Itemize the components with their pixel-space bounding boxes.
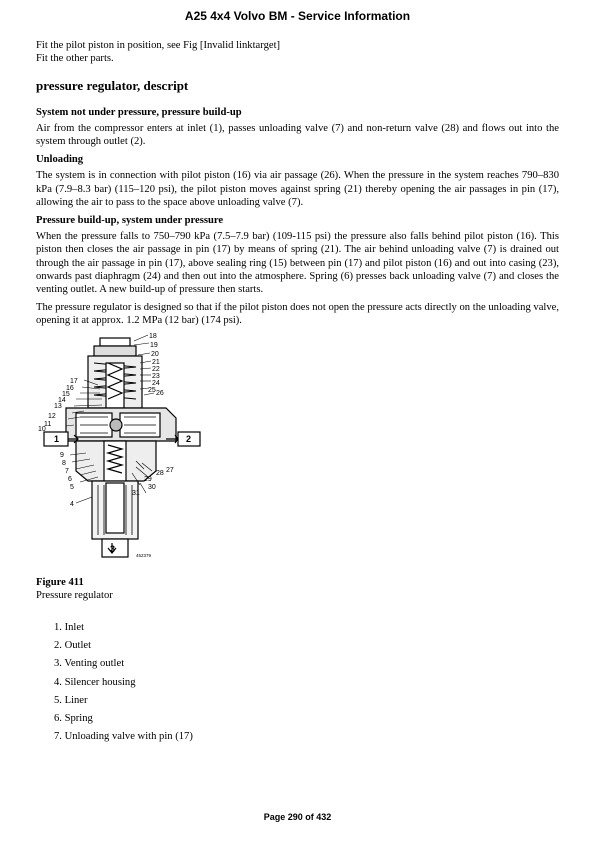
page-header: A25 4x4 Volvo BM - Service Information: [184, 9, 411, 23]
subsection-1-paragraph: Air from the compressor enters at inlet (1), passes unloading valve (7) and non-return valve (28) and flows out into the system through outlet (2).: [36, 122, 559, 148]
list-item: 6. Spring: [54, 713, 93, 725]
subsection-3-paragraph-2: The pressure regulator is designed so that if the pilot piston does not open the pressure acts directly on the unloading valve, opening it at approx. 1.2 MPa (12 bar) (174 psi).: [36, 302, 559, 327]
intro-line-1: Fit the pilot piston in position, see Fig [Invalid linktarget]: [36, 40, 281, 51]
callout-24: 24: [152, 379, 160, 387]
callout-6: 6: [68, 475, 72, 483]
section-title: pressure regulator, descript: [36, 78, 189, 94]
callout-27: 27: [166, 466, 174, 474]
callout-16: 16: [66, 384, 74, 392]
callout-3: 3: [110, 543, 116, 554]
callout-17: 17: [70, 377, 78, 385]
pressure-regulator-figure: [36, 333, 211, 568]
callout-10: 10: [38, 425, 46, 433]
callout-1: 1: [54, 433, 60, 444]
intro-line-2: Fit the other parts.: [36, 53, 114, 65]
callout-11: 11: [44, 420, 52, 428]
callout-20: 20: [151, 350, 159, 358]
figure-code: 452379: [136, 552, 152, 558]
pressure-regulator-drawing: [36, 333, 211, 568]
callout-19: 19: [150, 341, 158, 349]
subsection-2-paragraph: The system is in connection with pilot piston (16) via air passage (26). When the pressure in the system reaches 790–830 kPa (7.9–8.3 bar) (115–120 psi), the pilot piston moves against spring (21) thereby opening the air passages in pin (17), allowing the air to pass to the space above unloading valve (7).: [36, 170, 559, 208]
callout-8: 8: [62, 459, 66, 467]
callout-26: 26: [156, 389, 164, 397]
list-item: 5. Liner: [54, 694, 88, 706]
subsection-heading-1: System not under pressure, pressure build-up: [36, 106, 242, 118]
callout-2: 2: [186, 433, 192, 444]
callout-9: 9: [60, 451, 64, 459]
list-item: 4. Silencer housing: [54, 676, 136, 688]
page-footer: Page 290 of 432: [263, 812, 332, 822]
subsection-3-paragraph-1: When the pressure falls to 750–790 kPa (7.5–7.9 bar) (109-115 psi) the pressure also falls behind pilot piston (16). This piston then closes the air passage in pin (17) by means of spring (21). The air behind unloading valve (7) is drained out through the air passage in pin (17), above sealing ring (15) between pin (17) and pilot piston (16) and out into casing (23), onwards past diaphragm (24) and then out into the atmosphere. Spring (6) presses back unloading valve (7) and closes the venting outlet. A new build-up of pressure then starts.: [36, 231, 559, 296]
figure-number: Figure 411: [36, 576, 84, 588]
callout-22: 22: [152, 365, 160, 373]
callout-21: 21: [152, 358, 160, 366]
callout-30: 30: [148, 483, 156, 491]
callout-12: 12: [48, 412, 56, 420]
figure-caption: Pressure regulator: [36, 589, 113, 601]
list-item: 1. Inlet: [54, 622, 85, 634]
callout-25: 25: [148, 386, 156, 394]
callout-5: 5: [70, 483, 74, 491]
callout-18: 18: [149, 332, 157, 340]
callout-23: 23: [152, 372, 160, 380]
subsection-heading-2: Unloading: [36, 154, 84, 166]
callout-14: 14: [58, 396, 66, 404]
list-item: 3. Venting outlet: [54, 658, 125, 670]
list-item: 2. Outlet: [54, 640, 92, 652]
callout-15: 15: [62, 390, 70, 398]
callout-31: 31: [132, 489, 140, 497]
subsection-heading-3: Pressure build-up, system under pressure: [36, 215, 224, 227]
legend-list: [36, 619, 559, 746]
callout-28: 28: [156, 469, 164, 477]
callout-7: 7: [65, 467, 69, 475]
callout-29: 29: [144, 475, 152, 483]
intro: [36, 39, 559, 65]
list-item: 7. Unloading valve with pin (17): [54, 731, 193, 743]
page-content: [36, 39, 559, 746]
callout-4: 4: [70, 500, 74, 508]
callout-13: 13: [54, 402, 62, 410]
